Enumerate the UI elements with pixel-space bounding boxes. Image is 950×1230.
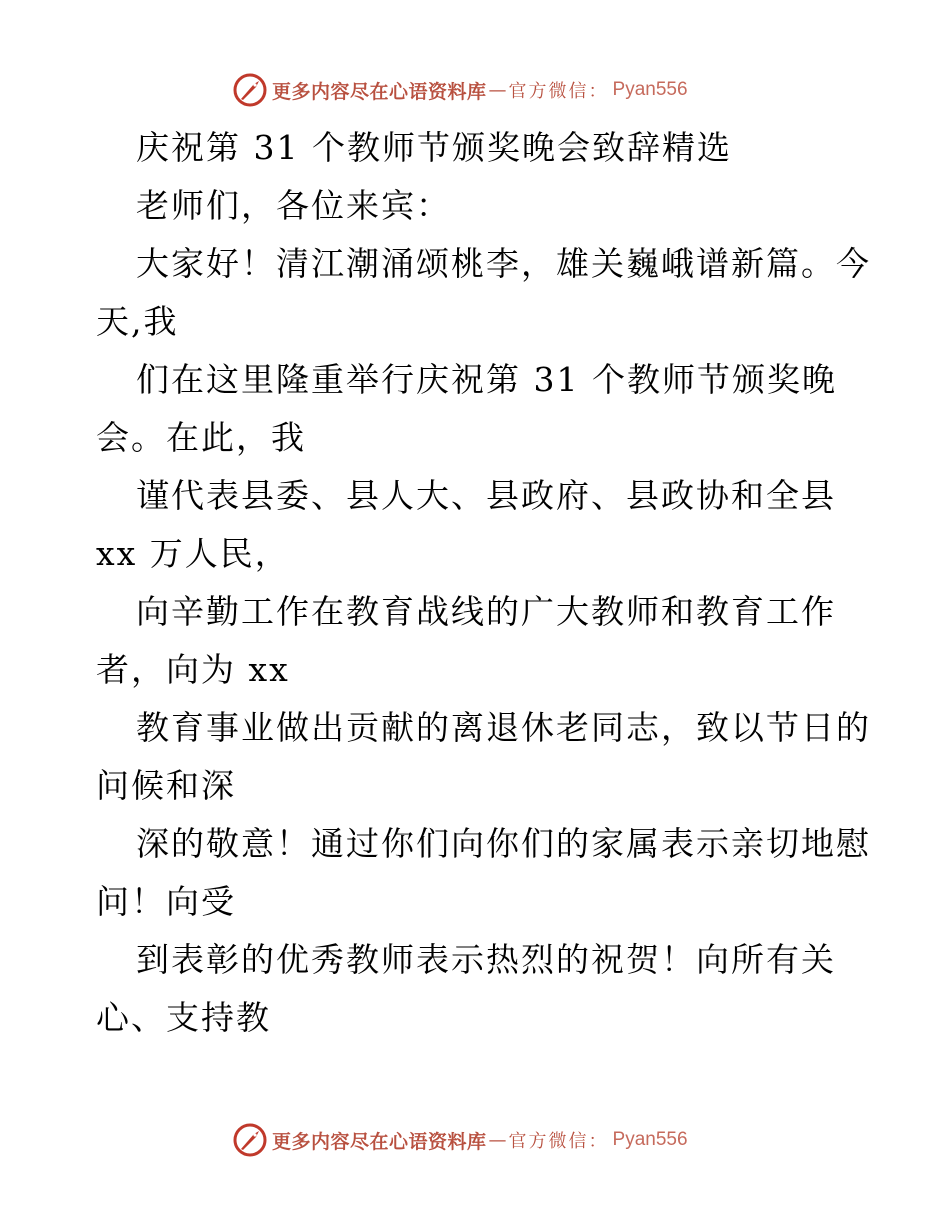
text-line: 天,我 xyxy=(96,302,179,341)
text-line: 们在这里隆重举行庆祝第 31 个教师节颁奖晚 xyxy=(136,360,837,399)
footer-banner xyxy=(232,1120,688,1160)
text-line: 会。在此，我 xyxy=(96,418,306,457)
text-line: 教育事业做出贡献的离退休老同志，致以节日的 xyxy=(136,708,871,747)
text-line: 大家好！清江潮涌颂桃李，雄关巍峨谱新篇。今 xyxy=(136,244,871,283)
banner-main-text: 更多内容尽在心语资料库 xyxy=(272,1130,487,1153)
banner-wechat-id: Pyan556 xyxy=(612,79,688,100)
banner-dash: — xyxy=(488,79,507,101)
banner-wechat-id: Pyan556 xyxy=(612,1129,688,1150)
banner-main-text: 更多内容尽在心语资料库 xyxy=(272,80,487,103)
text-line: 到表彰的优秀教师表示热烈的祝贺！向所有关 xyxy=(136,940,836,979)
text-line: 问候和深 xyxy=(96,766,236,805)
text-line: 心、支持教 xyxy=(96,998,271,1037)
document-title: 庆祝第 31 个教师节颁奖晚会致辞精选 xyxy=(136,128,732,167)
pen-nib-logo-icon xyxy=(232,72,268,108)
text-line: 谨代表县委、县人大、县政府、县政协和全县 xyxy=(136,476,836,515)
text-line: 向辛勤工作在教育战线的广大教师和教育工作 xyxy=(136,592,836,631)
text-line: 老师们，各位来宾： xyxy=(136,186,451,225)
banner-dash: — xyxy=(488,1129,507,1151)
text-line: xx 万人民， xyxy=(96,534,290,573)
text-line: 深的敬意！通过你们向你们的家属表示亲切地慰 xyxy=(136,824,871,863)
pen-nib-logo-icon xyxy=(232,1122,268,1158)
text-line: 者，向为 xx xyxy=(96,650,290,689)
text-line: 问！向受 xyxy=(96,882,236,921)
banner-official-label: 官方微信： xyxy=(508,1131,609,1152)
banner-official-label: 官方微信： xyxy=(508,81,609,102)
header-banner xyxy=(232,70,688,110)
